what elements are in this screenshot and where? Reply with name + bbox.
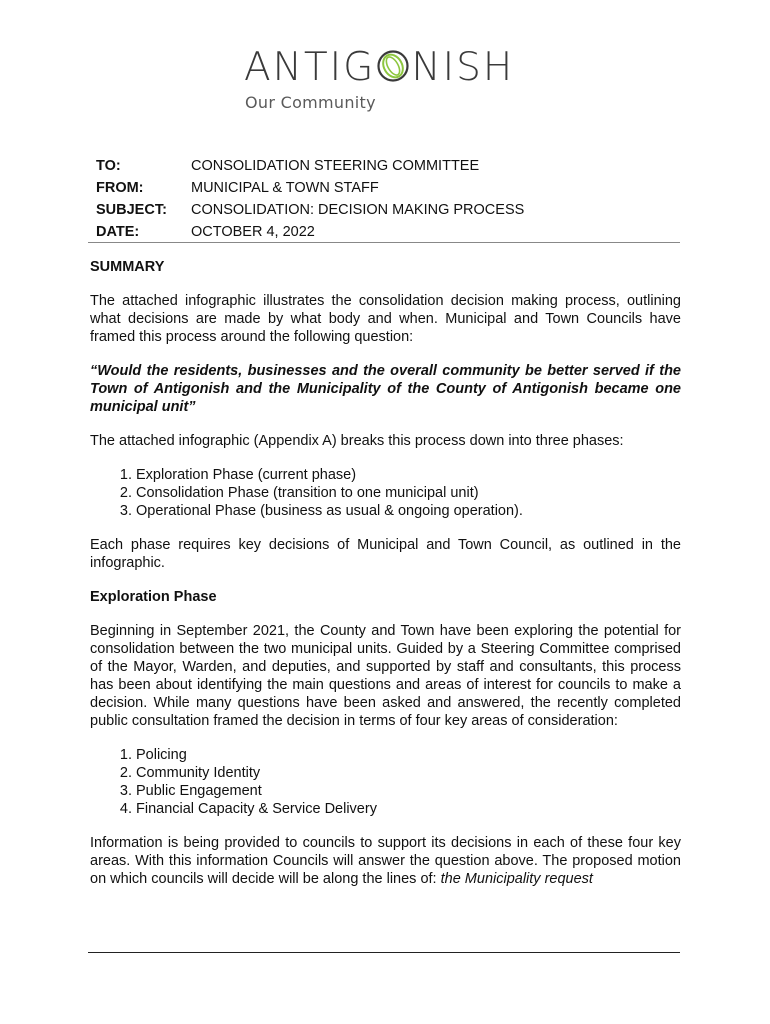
list-item: 1. Exploration Phase (current phase) [136,466,681,484]
memo-to-row [96,155,681,177]
memo-body [90,258,681,888]
framing-question: “Would the residents, businesses and the overall community be better served if the Town of Antigonish and the Municipality of the County of Antigonish became one municipal unit” [90,363,681,415]
list-item: 1. Policing [136,746,681,764]
list-item: 2. Community Identity [136,764,681,782]
logo-tagline: Our Community [245,93,376,112]
memo-to-label: TO: [96,158,121,174]
exploration-heading: Exploration Phase [90,589,217,605]
memo-subject-value: CONSOLIDATION: DECISION MAKING PROCESS [191,202,525,218]
phases-intro: The attached infographic (Appendix A) breaks this process down into three phases: [90,433,624,449]
phases-list [90,466,681,520]
memo-from-label: FROM: [96,180,144,196]
list-item: 4. Financial Capacity & Service Delivery [136,800,681,818]
memo-subject-label: SUBJECT: [96,202,167,218]
list-item: 3. Public Engagement [136,782,681,800]
memo-date-value: OCTOBER 4, 2022 [191,224,315,240]
footer-divider [88,952,680,953]
information-text: Information is being provided to councils to support its decisions in each of these four key areas. With this information Councils will answer the question above. The proposed motion on which councils will decide will be along the lines of: [90,835,681,887]
memo-date-label: DATE: [96,224,140,240]
memo-from-value: MUNICIPAL & TOWN STAFF [191,180,379,196]
memo-from-row [96,177,681,199]
memo-to-value: CONSOLIDATION STEERING COMMITTEE [191,158,480,174]
memo-date-row [96,221,681,243]
phase-decisions-paragraph: Each phase requires key decisions of Municipal and Town Council, as outlined in the infographic. [90,537,681,571]
logo-word-right: NISH [411,45,515,90]
logo-word-left: ANTIG [244,45,376,90]
list-item: 2. Consolidation Phase (transition to one municipal unit) [136,484,681,502]
summary-heading: SUMMARY [90,259,165,275]
information-paragraph [90,834,681,888]
summary-paragraph: The attached infographic illustrates the consolidation decision making process, outlining what decisions are made by what body and when. Municipal and Town Councils have framed this process around the following question: [90,293,681,345]
antigonish-logo [244,46,534,116]
memo-subject-row [96,199,681,221]
memo-divider [88,242,680,243]
logo-ring-icon [376,49,410,83]
logo-wordmark [244,46,514,90]
areas-list [90,746,681,818]
list-item: 3. Operational Phase (business as usual & ongoing operation). [136,502,681,520]
exploration-paragraph: Beginning in September 2021, the County and Town have been exploring the potential for consolidation between the two municipal units. Guided by a Steering Committee comprised of the Mayor, Warden, and deputies, and supported by staff and consultants, this process has been about identifying the main questions and areas of interest for councils to make a decision. While many questions have been asked and answered, the recently completed public consultation framed the decision in terms of four key areas of consideration: [90,623,681,729]
memo-header [96,155,681,243]
information-italic: the Municipality request [440,871,593,887]
